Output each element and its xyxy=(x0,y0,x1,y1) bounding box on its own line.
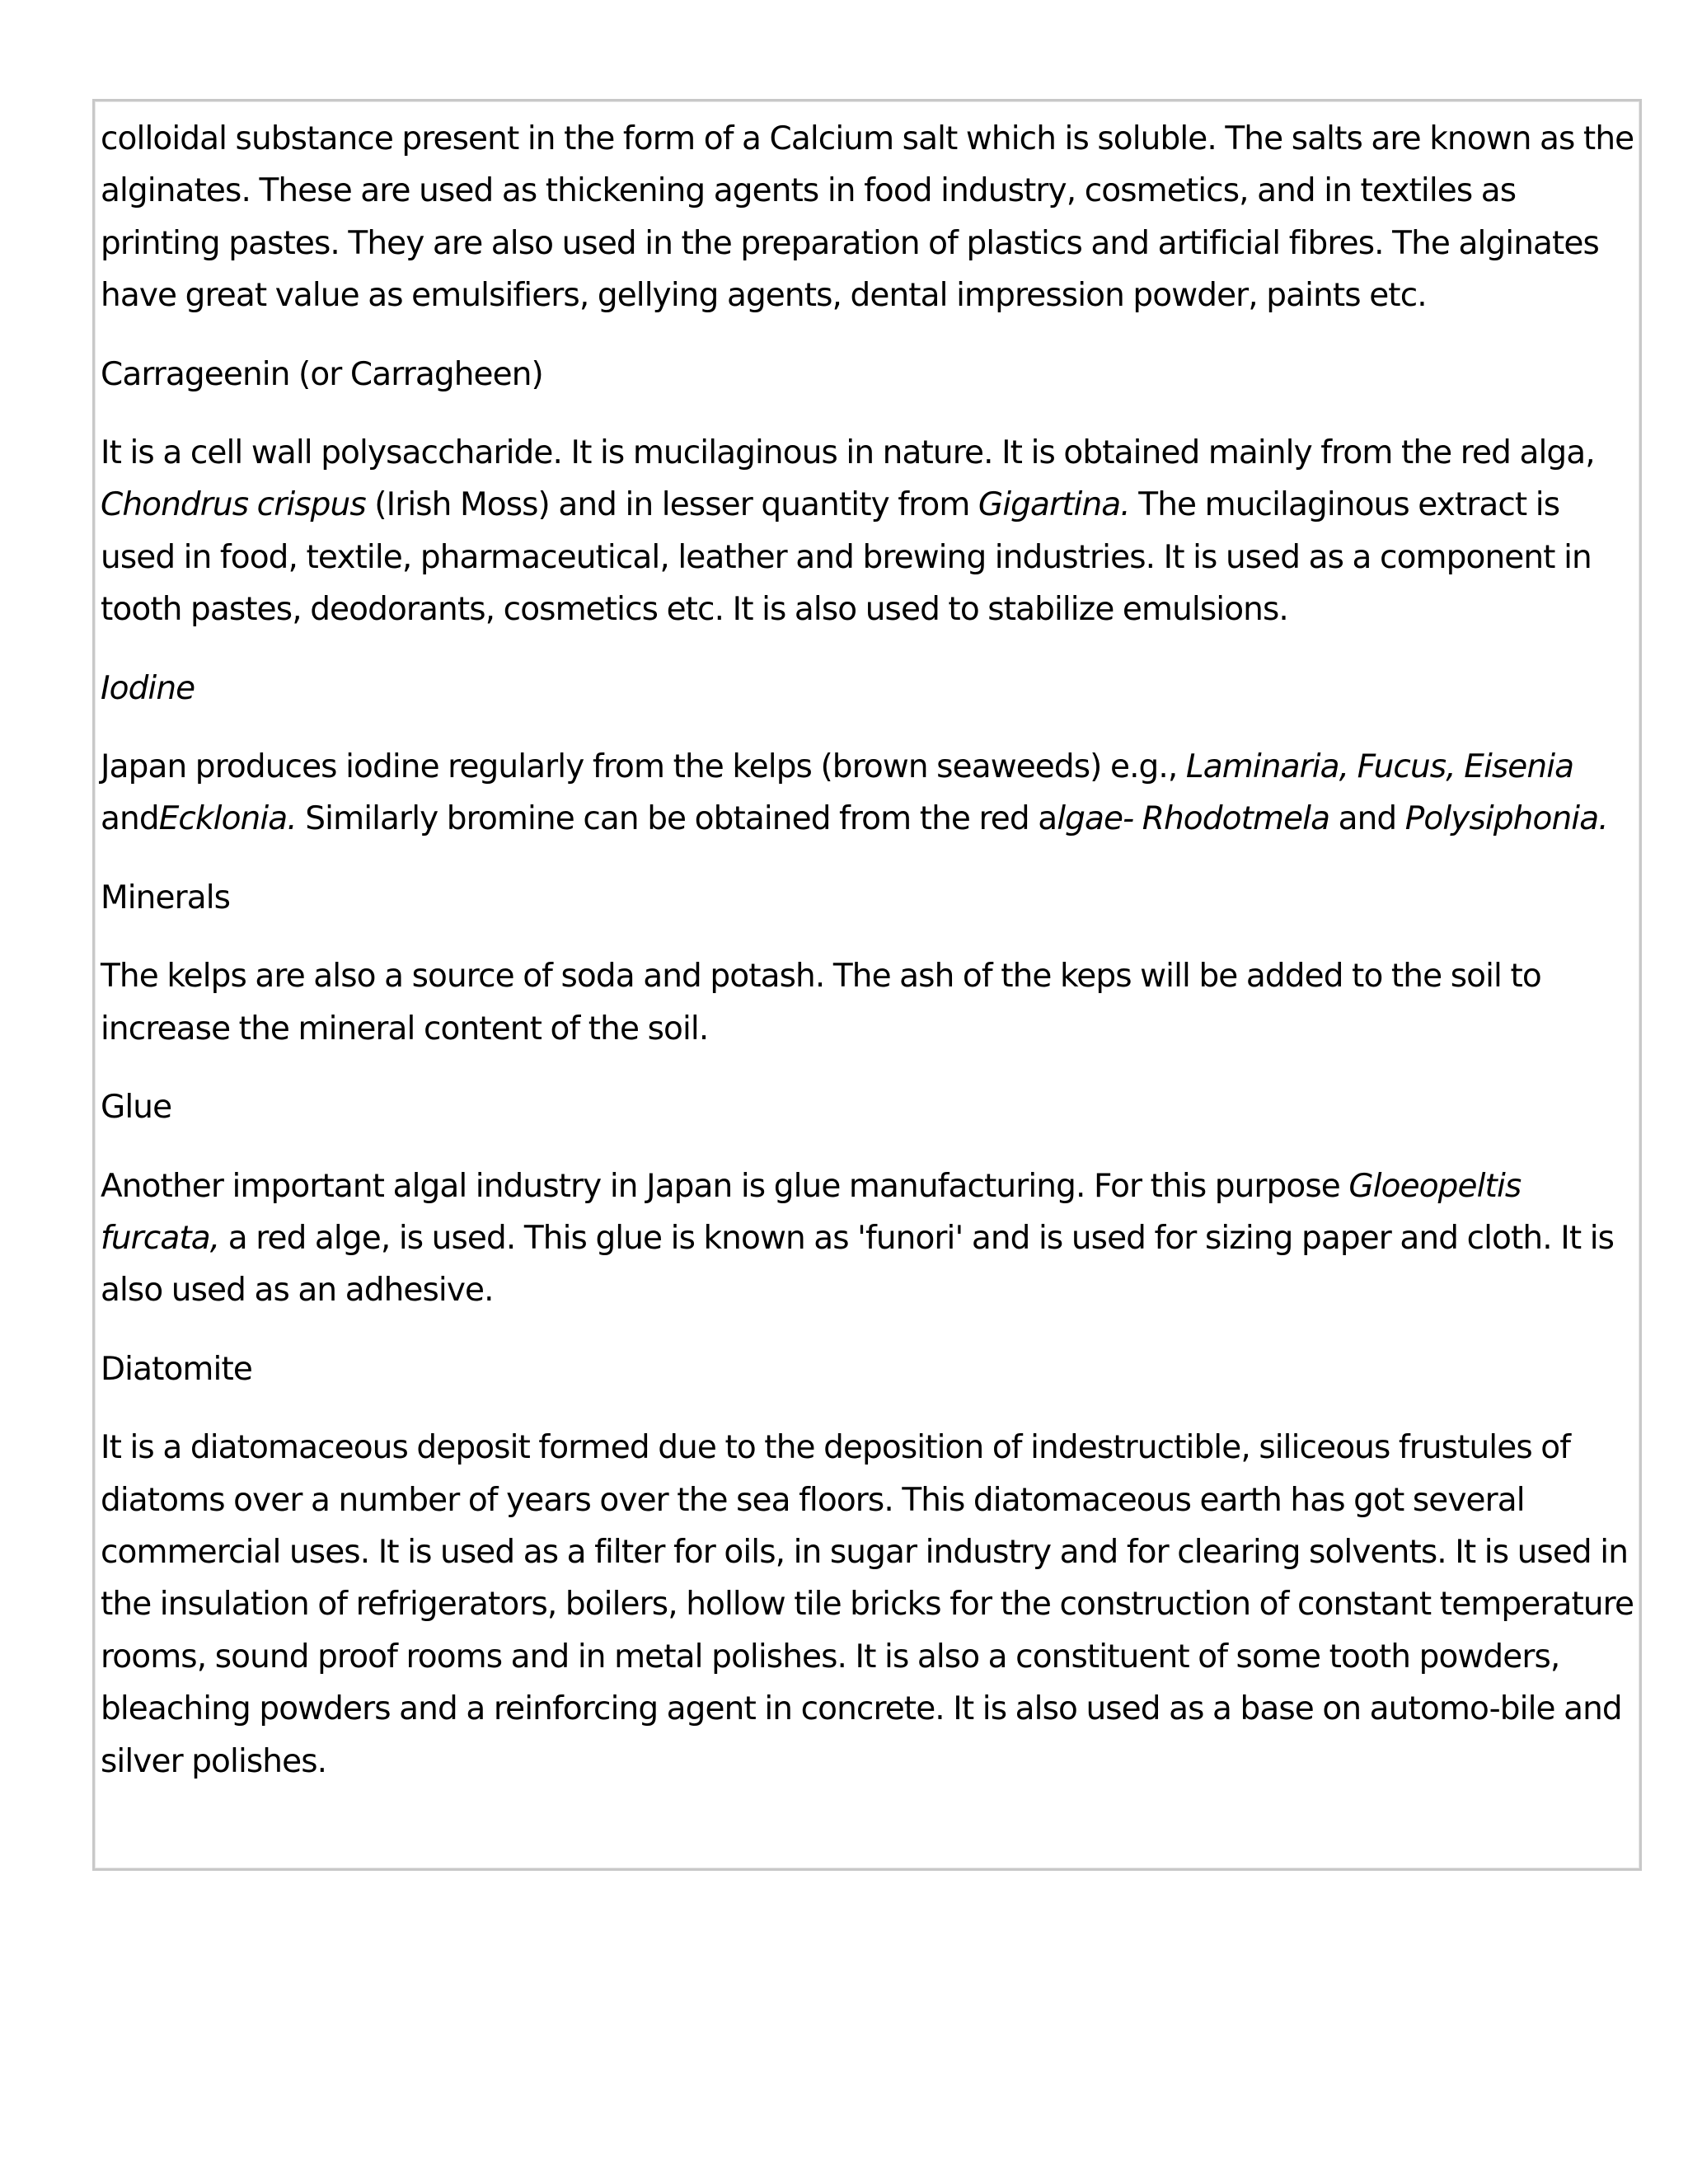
content-frame xyxy=(92,99,1642,1871)
diatomite-heading: Diatomite xyxy=(101,1350,252,1388)
glue-text-1: Another important algal industry in Japan is glue manufacturing. For this purpose xyxy=(101,1167,1349,1205)
iodine-species-rhodotmela: lgae- Rhodotmela xyxy=(1057,800,1330,838)
iodine-species-1: Laminaria, Fucus, Eisenia xyxy=(1185,748,1574,786)
iodine-text-1: Japan produces iodine regularly from the kelps (brown seaweeds) e.g., xyxy=(101,748,1186,786)
carrageenin-text-1: It is a cell wall polysaccharide. It is mucilaginous in nature. It is obtained mainly from the red alga, xyxy=(101,434,1595,472)
iodine-text-4: and xyxy=(1329,800,1405,838)
glue-species-gloeopeltis: Gloeopeltis furcata, xyxy=(101,1167,1522,1257)
glue-heading: Glue xyxy=(101,1089,172,1127)
alginates-paragraph: colloidal substance present in the form of a Calcium salt which is soluble. The salts are known as the alginates. These are used as thickening agents in food industry, cosmetics, and in textiles as printing pastes. They are also used in the preparation of plastics and artificial fibres. The alginates have great value as emulsifiers, gellying agents, dental impression powder, paints etc. xyxy=(101,120,1634,315)
carrageenin-paragraph xyxy=(101,427,1635,636)
carrageenin-text-2: (Irish Moss) and in lesser quantity from xyxy=(365,486,978,524)
document-body xyxy=(101,113,1635,1814)
minerals-paragraph: The kelps are also a source of soda and potash. The ash of the keps will be added to the soil to increase the mineral content of the soil. xyxy=(101,958,1541,1047)
carrageenin-text-3: The mucilaginous extract is used in food, textile, pharmaceutical, leather and brewing industries. It is used as a component in tooth pastes, deodorants, cosmetics etc. It is also used to stabilize emulsions. xyxy=(101,486,1592,629)
iodine-text-2: and xyxy=(101,800,159,838)
iodine-heading xyxy=(101,663,1635,715)
glue-text-2: a red alge, is used. This glue is known as 'funori' and is used for sizing paper and cloth. It is also used as an adhesive. xyxy=(101,1219,1615,1310)
diatomite-paragraph: It is a diatomaceous deposit formed due to the deposition of indestructible, siliceous frustules of diatoms over a number of years over the sea floors. This diatomaceous earth has got several commercial uses. It is used as a filter for oils, in sugar industry and for clearing solvents. It is used in the insulation of refrigerators, boilers, hollow tile bricks for the construction of constant temperature rooms, sound proof rooms and in metal polishes. It is also a constituent of some tooth powders, bleaching powders and a reinforcing agent in concrete. It is also used as a base on automo-bile and silver polishes. xyxy=(101,1429,1634,1780)
carrageenin-species-gigartina: Gigartina. xyxy=(978,486,1130,524)
minerals-heading: Minerals xyxy=(101,879,231,916)
iodine-paragraph xyxy=(101,741,1635,846)
carrageenin-species-chondrus: Chondrus crispus xyxy=(101,486,366,524)
glue-paragraph xyxy=(101,1160,1635,1317)
iodine-species-ecklonia: Ecklonia. xyxy=(158,800,297,838)
iodine-heading-text: Iodine xyxy=(101,669,195,707)
iodine-text-3: Similarly bromine can be obtained from the red a xyxy=(296,800,1057,838)
carrageenin-heading: Carrageenin (or Carragheen) xyxy=(101,355,543,393)
iodine-species-polysiphonia: Polysiphonia. xyxy=(1404,800,1608,838)
